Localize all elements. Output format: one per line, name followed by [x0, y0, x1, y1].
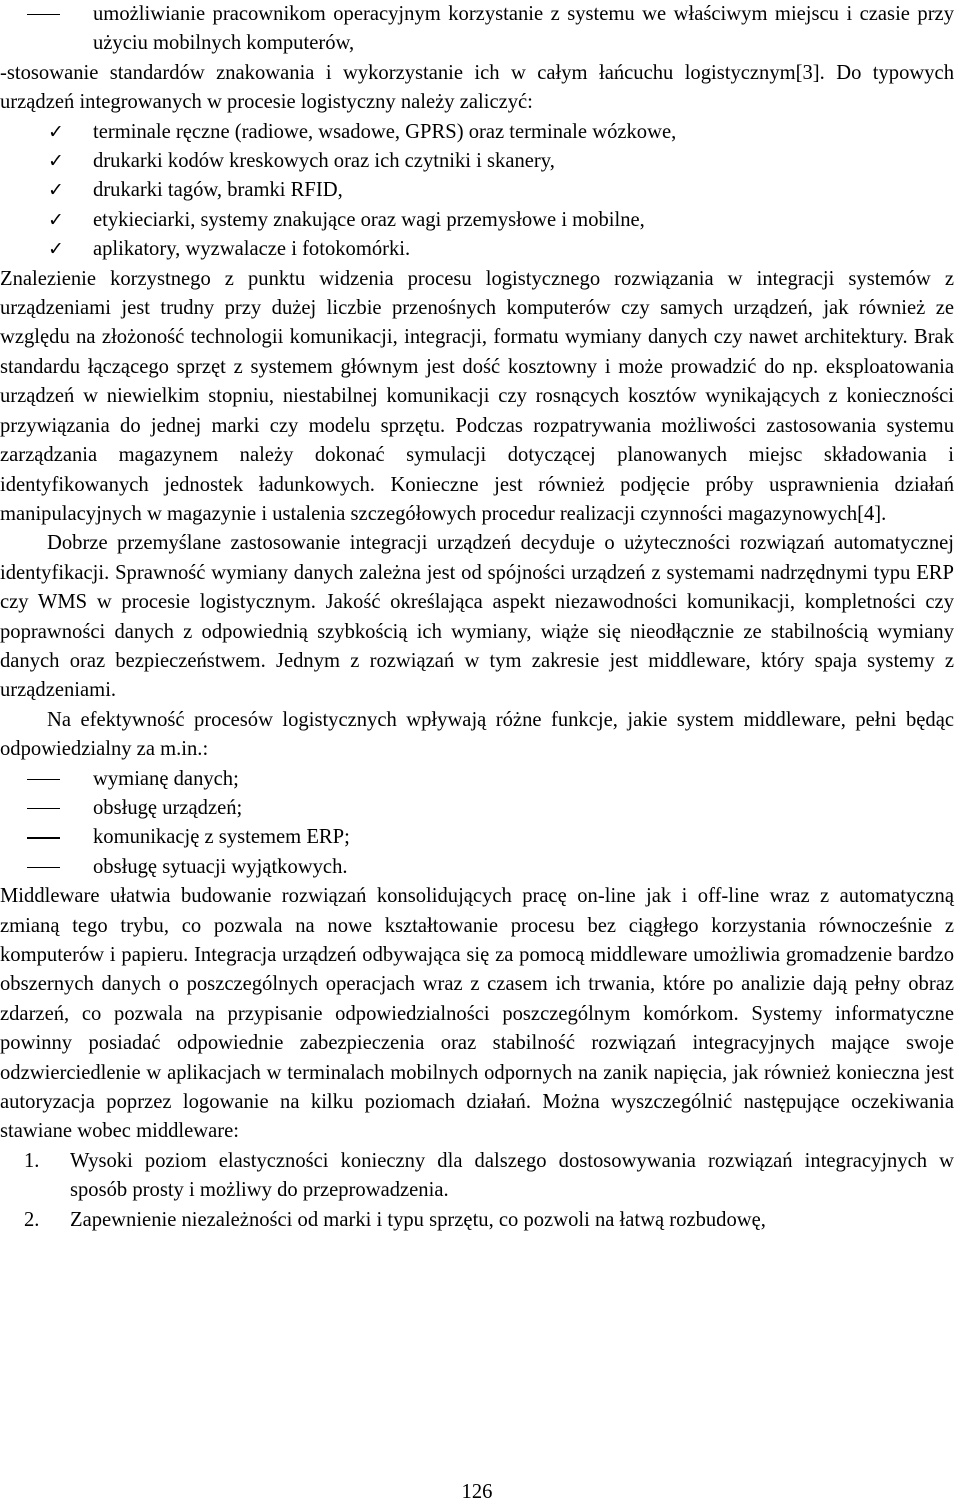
list-item — [0, 0, 954, 59]
middleware-functions-list — [0, 765, 954, 883]
check-mark-icon: ✓ — [48, 120, 64, 143]
dash-bullet-icon — [27, 808, 60, 809]
list-item-text: umożliwianie pracownikom operacyjnym korzystanie z systemu we właściwym miejscu i czasie przy użyciu mobilnych komputerów, — [93, 3, 954, 55]
list-item — [0, 853, 954, 882]
dash-bullet-icon — [27, 14, 60, 15]
list-item — [0, 794, 954, 823]
dash-bullet-icon — [27, 837, 60, 838]
list-number: 1. — [24, 1149, 40, 1172]
paragraph-devices-intro: -stosowanie standardów znakowania i wykorzystanie ich w całym łańcuchu logistycznym[3]. Do typowych urządzeń integrowanych w procesie logistyczny należy zaliczyć: — [0, 61, 954, 114]
list-item — [0, 235, 954, 264]
list-item — [0, 1147, 954, 1206]
dash-bullet-icon — [27, 867, 60, 868]
list-number: 2. — [24, 1208, 40, 1231]
check-mark-icon: ✓ — [48, 179, 64, 202]
dash-bullet-icon — [27, 779, 60, 780]
list-item — [0, 147, 954, 176]
list-item-text: drukarki tagów, bramki RFID, — [93, 179, 343, 202]
list-item — [0, 176, 954, 205]
list-item — [0, 765, 954, 794]
list-item-text: obsługę urządzeń; — [93, 796, 243, 819]
list-item — [0, 1206, 954, 1235]
list-item-text: obsługę sytuacji wyjątkowych. — [93, 855, 348, 878]
list-item-text: komunikację z systemem ERP; — [93, 826, 350, 849]
check-mark-icon: ✓ — [48, 208, 64, 231]
check-mark-icon: ✓ — [48, 150, 64, 173]
list-item-text: Zapewnienie niezależności od marki i typu sprzętu, co pozwoli na łatwą rozbudowę, — [70, 1208, 766, 1231]
paragraph-integration-quality: Dobrze przemyślane zastosowanie integracji urządzeń decyduje o użyteczności rozwiązań automatycznej identyfikacji. Sprawność wymiany danych zależna jest od spójności urządzeń z systemami nadrzędnymi typu ERP czy WMS w procesie logistycznym. Jakość określająca aspekt niezawodności komunikacji, kompletności czy poprawności danych z odpowiednią szybkością ich wymiany, wiąże się nieodłącznie ze stabilnością wymiany danych oraz bezpieczeństwem. Jednym z rozwiązań w tym zakresie jest middleware, który spaja systemy z urządzeniami. — [0, 532, 954, 702]
list-item — [0, 118, 954, 147]
list-item — [0, 823, 954, 852]
paragraph-middleware-benefits: Middleware ułatwia budowanie rozwiązań konsolidujących pracę on-line jak i off-line wraz z automatyczną zmianą tego trybu, co pozwala na nowe kształtowanie procesu bez ciągłego korzystania równocześnie z komputerów i papieru. Integracja urządzeń odbywająca się za pomocą middleware umożliwia gromadzenie bardzo obszernych danych o poszczególnych operacjach wraz z czasem ich trwania, które po analizie dają pełny obraz zdarzeń, co pozwala na przypisanie odpowiedzialności poszczególnym komórkom. Systemy informatyczne powinny posiadać odpowiednie zabezpieczenia oraz stabilność rozwiązań integracyjnych mające swoje odzwierciedlenie w aplikacjach w terminalach mobilnych odpornych na zanik napięcia, jak również konieczna jest autoryzacja poprzez logowanie na kilku poziomach działań. Można wyszczególnić następujące oczekiwania stawiane wobec middleware: — [0, 885, 954, 1143]
list-item-text: aplikatory, wyzwalacze i fotokomórki. — [93, 238, 411, 261]
list-item — [0, 206, 954, 235]
list-item-text: etykieciarki, systemy znakujące oraz wagi przemysłowe i mobilne, — [93, 208, 645, 231]
list-item-text: drukarki kodów kreskowych oraz ich czytniki i skanery, — [93, 150, 555, 173]
list-item-text: terminale ręczne (radiowe, wsadowe, GPRS) oraz terminale wózkowe, — [93, 120, 677, 143]
paragraph-integration-difficulty: Znalezienie korzystnego z punktu widzenia procesu logistycznego rozwiązania w integracji systemów z urządzeniami jest trudny przy dużej liczbie przenośnych komputerów czy samych urządzeń, jak również ze względu na złożoność technologii komunikacji, integracji, formatu wymiany danych czy nawet architektury. Brak standardu łączącego sprzęt z systemem głównym jest dość kosztowny i może prowadzić do np. eksploatowania urządzeń w niewielkim stopniu, niestabilnej komunikacji czy rosnących kosztów wynikających z konieczności przywiązania do jednej marki czy modelu sprzętu. Podczas rozpatrywania możliwości zastosowania systemu zarządzania magazynem należy dokonać symulacji dotyczącej planowanych miejsc składowania i identyfikowanych jednostek ładunkowych. Konieczne jest również podjęcie próby usprawnienia działań manipulacyjnych w magazynie i ustalenia szczegółowych procedur realizacji czynności magazynowych[4]. — [0, 267, 954, 525]
check-mark-icon: ✓ — [48, 238, 64, 261]
page-number: 126 — [461, 1481, 493, 1503]
paragraph-middleware-functions-intro: Na efektywność procesów logistycznych wpływają różne funkcje, jakie system middleware, pełni będąc odpowiedzialny za m.in.: — [0, 708, 954, 761]
devices-list — [0, 118, 954, 265]
list-item-text: Wysoki poziom elastyczności konieczny dla dalszego dostosowywania rozwiązań integracyjnych w sposób prosty i możliwy do przeprowadzenia. — [70, 1149, 954, 1202]
middleware-expectations-list — [0, 1147, 954, 1235]
list-item-text: wymianę danych; — [93, 767, 239, 790]
top-dash-list — [0, 0, 954, 59]
